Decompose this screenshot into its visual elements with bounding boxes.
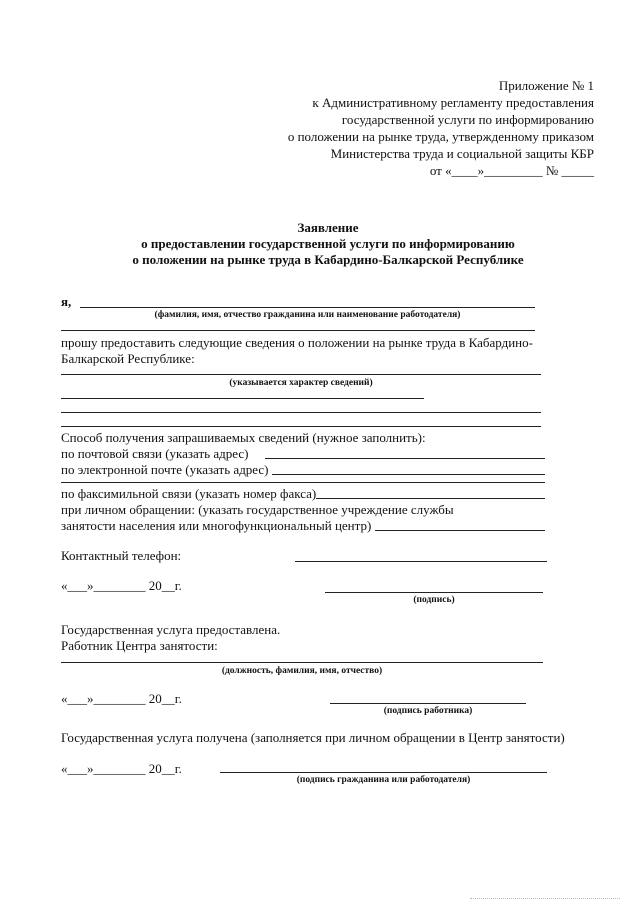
method-personal-label-2: занятости населения или многофункциональный центр) xyxy=(61,518,372,533)
scan-edge-artifact xyxy=(470,898,620,899)
provided-date: «___»________ 20__г. xyxy=(61,691,182,706)
employee-signature-caption: (подпись работника) xyxy=(383,706,473,716)
request-text-1: прошу предоставить следующие сведения о положении на рынке труда в Кабардино- xyxy=(61,335,533,350)
method-postal-label: по почтовой связи (указать адрес) xyxy=(61,446,249,461)
request-details-field[interactable] xyxy=(61,374,541,375)
service-received-text: Государственная услуга получена (заполняется при личном обращении в Центр занятости) xyxy=(61,730,565,745)
request-details-field-4[interactable] xyxy=(61,426,541,427)
method-fax-label: по факсимильной связи (указать номер факса) xyxy=(61,486,317,501)
employee-name-field[interactable] xyxy=(61,662,543,663)
applicant-signature-field[interactable] xyxy=(325,592,543,593)
received-date: «___»________ 20__г. xyxy=(61,761,182,776)
document-subtitle-2: о положении на рынке труда в Кабардино-Балкарской Республике xyxy=(132,252,524,267)
applicant-prefix: я, xyxy=(61,294,72,309)
center-employee-label: Работник Центра занятости: xyxy=(61,638,218,653)
request-caption: (указывается характер сведений) xyxy=(229,378,373,388)
document-subtitle-1: о предоставлении государственной услуги по информированию xyxy=(141,236,515,251)
applicant-name-field-2[interactable] xyxy=(61,330,535,331)
appendix-service: государственной услуги по информированию xyxy=(341,112,594,127)
applicant-name-field[interactable] xyxy=(80,307,535,308)
recipient-signature-caption: (подпись гражданина или работодателя) xyxy=(296,775,471,785)
postal-address-field[interactable] xyxy=(265,458,545,459)
appendix-date-number: от «____»_________ № _____ xyxy=(429,163,594,178)
method-email-label: по электронной почте (указать адрес) xyxy=(61,462,269,477)
applicant-signature-caption: (подпись) xyxy=(413,595,455,605)
service-provided-text: Государственная услуга предоставлена. xyxy=(61,622,281,637)
applicant-caption: (фамилия, имя, отчество гражданина или наименование работодателя) xyxy=(154,310,461,320)
personal-office-field[interactable] xyxy=(375,530,545,531)
appendix-order: о положении на рынке труда, утвержденному приказом xyxy=(287,129,594,144)
appendix-regulation: к Административному регламенту предоставления xyxy=(312,95,594,110)
document-title: Заявление xyxy=(297,220,359,235)
applicant-date: «___»________ 20__г. xyxy=(61,578,182,593)
appendix-ministry: Министерства труда и социальной защиты КБР xyxy=(330,146,594,161)
contact-phone-label: Контактный телефон: xyxy=(61,548,182,563)
request-details-field-3[interactable] xyxy=(61,412,541,413)
email-address-field[interactable] xyxy=(272,474,545,475)
method-personal-label-1: при личном обращении: (указать государственное учреждение службы xyxy=(61,502,454,517)
appendix-number: Приложение № 1 xyxy=(498,78,594,93)
request-details-field-2[interactable] xyxy=(61,398,424,399)
employee-signature-field[interactable] xyxy=(330,703,526,704)
email-address-field-2[interactable] xyxy=(61,482,545,483)
request-text-2: Балкарской Республике: xyxy=(61,351,195,366)
contact-phone-field[interactable] xyxy=(295,561,547,562)
fax-number-field[interactable] xyxy=(316,498,545,499)
method-heading: Способ получения запрашиваемых сведений (нужное заполнить): xyxy=(61,430,426,445)
employee-caption: (должность, фамилия, имя, отчество) xyxy=(221,666,383,676)
recipient-signature-field[interactable] xyxy=(220,772,547,773)
